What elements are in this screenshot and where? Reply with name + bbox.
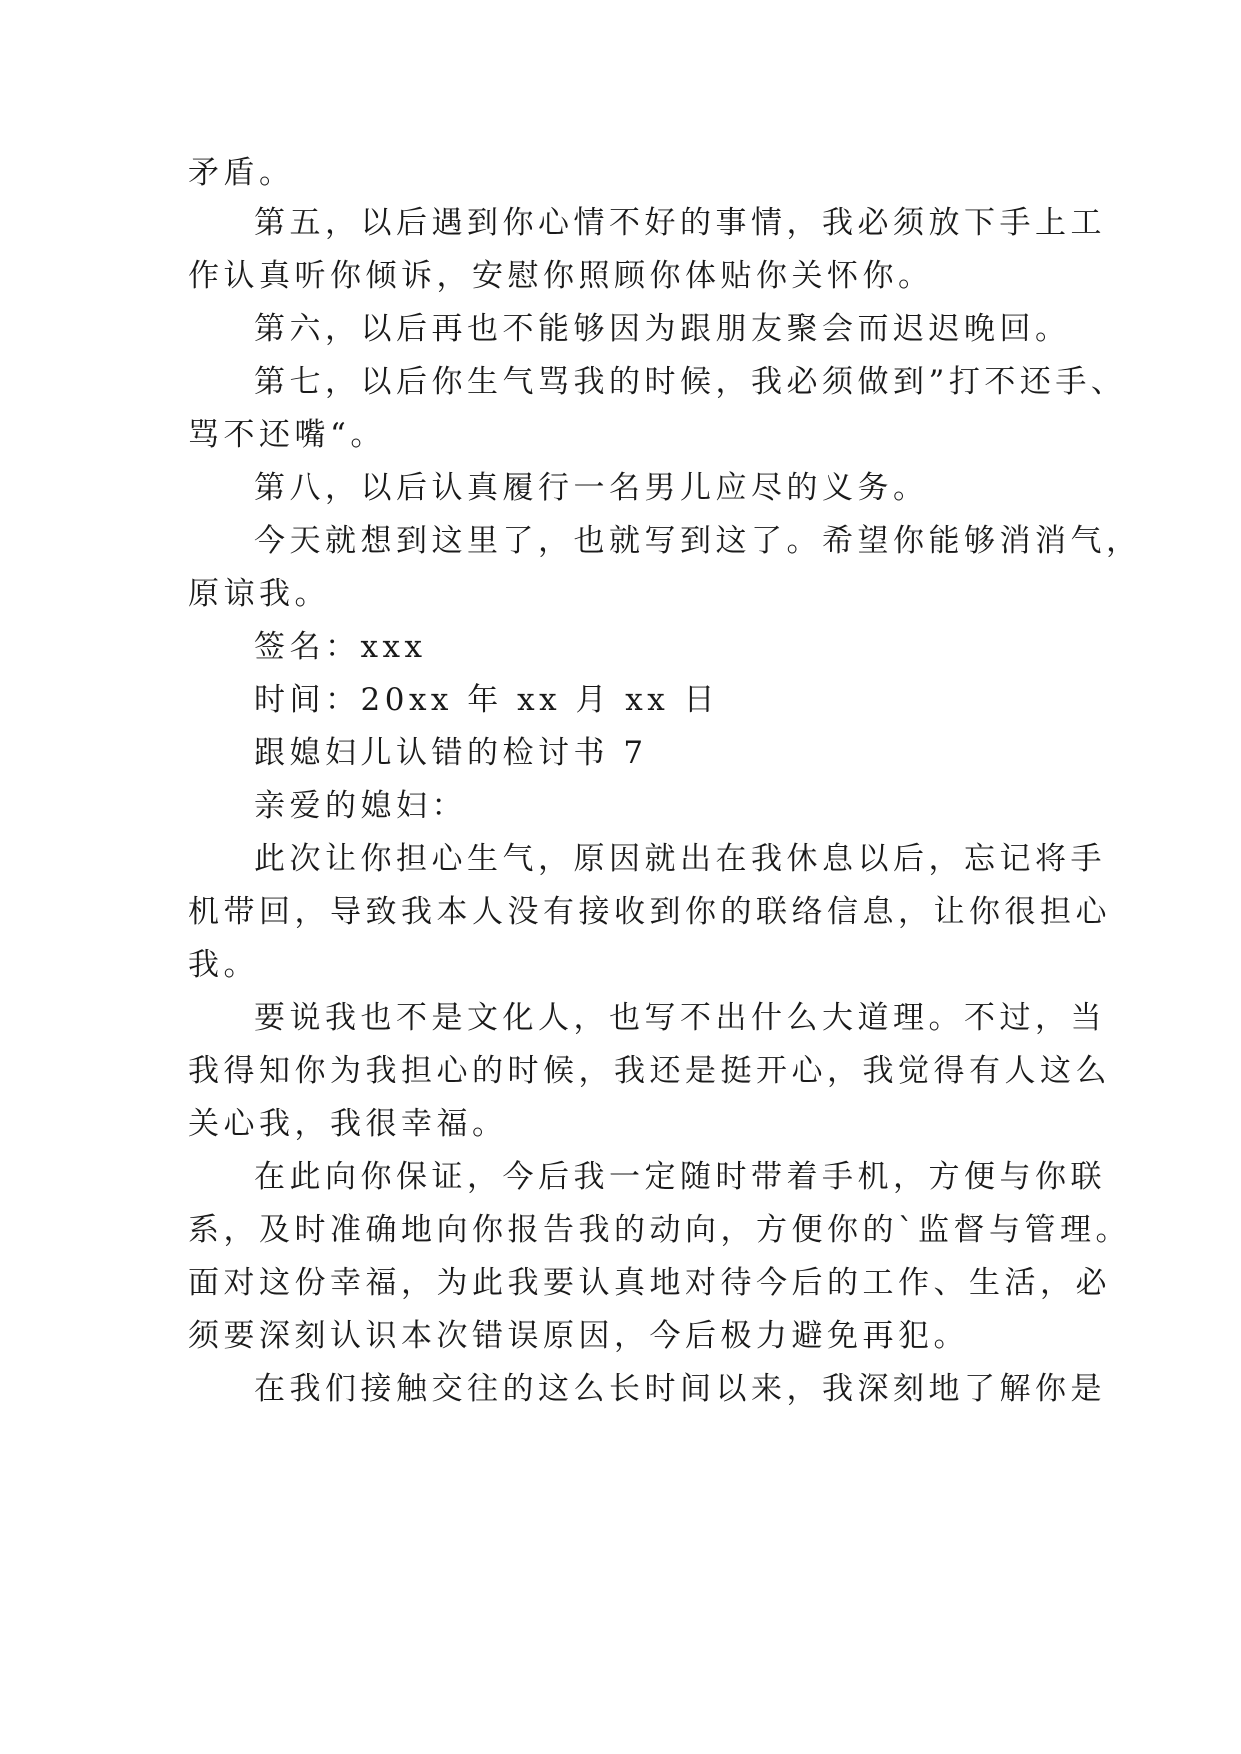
paragraph-line: 第六，以后再也不能够因为跟朋友聚会而迟迟晚回。 [254, 311, 1071, 347]
signature-line: 签名：xxx [254, 629, 427, 665]
salutation: 亲爱的媳妇： [254, 788, 467, 824]
text-line: 面对这份幸福，为此我要认真地对待今后的工作、生活，必 [188, 1265, 1111, 1301]
paragraph-line: 第五，以后遇到你心情不好的事情，我必须放下手上工 [254, 205, 1106, 241]
paragraph-line: 要说我也不是文化人，也写不出什么大道理。不过，当 [254, 1000, 1106, 1036]
paragraph-line: 在此向你保证，今后我一定随时带着手机，方便与你联 [254, 1159, 1106, 1195]
text-line: 系，及时准确地向你报告我的动向，方便你的`监督与管理。 [188, 1212, 1131, 1248]
section-title: 跟媳妇儿认错的检讨书 7 [254, 735, 648, 771]
text-line: 我。 [188, 947, 259, 983]
text-line: 骂不还嘴“。 [188, 417, 386, 453]
text-line: 机带回，导致我本人没有接收到你的联络信息，让你很担心 [188, 894, 1111, 930]
paragraph-line: 第八，以后认真履行一名男儿应尽的义务。 [254, 470, 929, 506]
text-line: 关心我，我很幸福。 [188, 1106, 508, 1142]
text-line: 矛盾。 [188, 155, 295, 191]
paragraph-line: 今天就想到这里了，也就写到这了。希望你能够消消气， [254, 523, 1142, 559]
paragraph-line: 第七，以后你生气骂我的时候，我必须做到”打不还手、 [254, 364, 1127, 400]
text-line: 原谅我。 [188, 576, 330, 612]
text-line: 我得知你为我担心的时候，我还是挺开心，我觉得有人这么 [188, 1053, 1111, 1089]
text-line: 作认真听你倾诉，安慰你照顾你体贴你关怀你。 [188, 258, 934, 294]
paragraph-line: 此次让你担心生气，原因就出在我休息以后，忘记将手 [254, 841, 1106, 877]
paragraph-line: 在我们接触交往的这么长时间以来，我深刻地了解你是 [254, 1371, 1106, 1407]
date-line: 时间：20xx 年 xx 月 xx 日 [254, 682, 720, 718]
text-line: 须要深刻认识本次错误原因，今后极力避免再犯。 [188, 1318, 969, 1354]
